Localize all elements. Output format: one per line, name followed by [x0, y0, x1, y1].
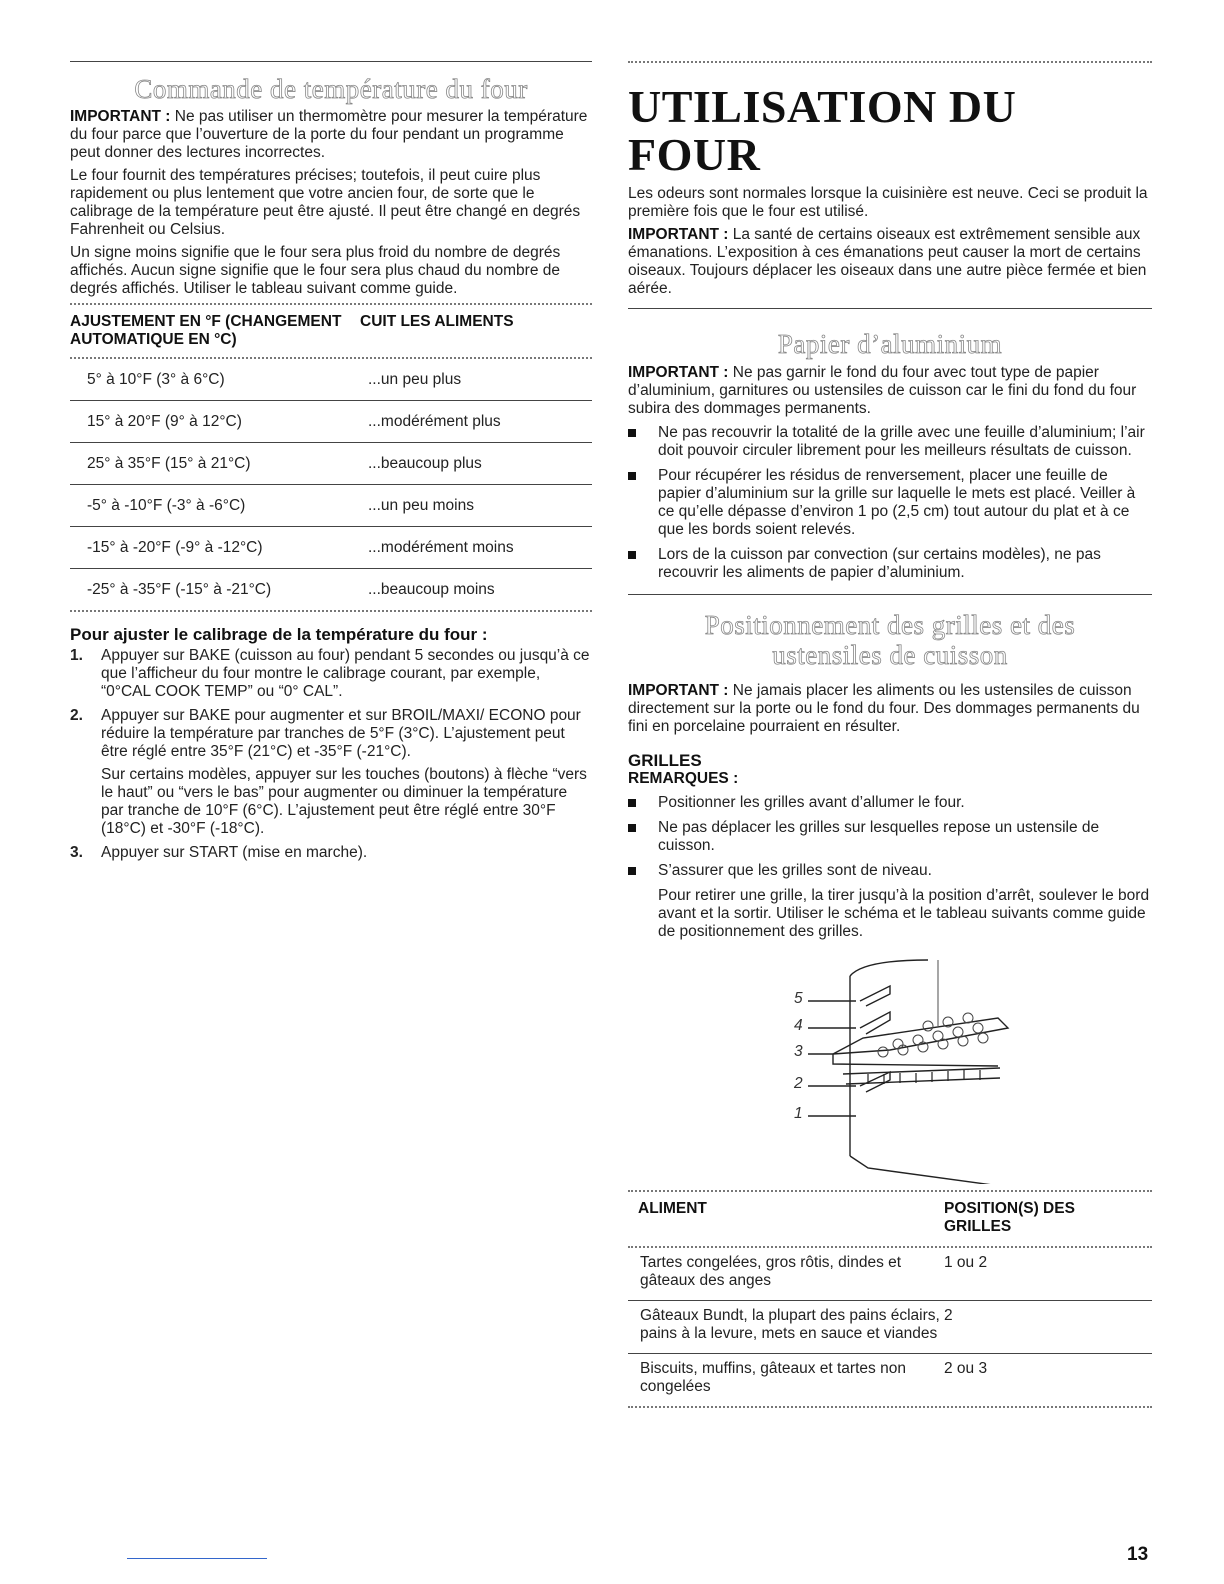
adjust-steps-list — [70, 647, 592, 862]
list-item — [628, 794, 1152, 812]
list-item — [70, 844, 592, 862]
square-bullet-icon — [628, 429, 636, 437]
step-text: Appuyer sur BAKE pour augmenter et sur BROIL/MAXI/ ECONO pour réduire la température par tranches de 5°F (3°C). L’ajustement peut être réglé entre 35°F (21°C) et -35°F (-21°C). — [101, 707, 581, 760]
list-item — [628, 424, 1152, 460]
square-bullet-icon — [628, 867, 636, 875]
col-cooks: CUIT LES ALIMENTS — [360, 313, 514, 330]
adjustment-cell: 15° à 20°F (9° à 12°C) — [87, 412, 242, 430]
rack-table-body — [628, 1248, 1152, 1406]
foil-important: IMPORTANT : Ne pas garnir le fond du four avec tout type de papier d’aluminium, garnitures ou ustensiles de cuisson car le fini du fond du four subira des dommages permanents. — [628, 364, 1137, 417]
adjustment-cell: -5° à -10°F (-3° à -6°C) — [87, 496, 246, 514]
heading-rule — [70, 61, 592, 62]
square-bullet-icon — [628, 551, 636, 559]
rack-removal-para: Pour retirer une grille, la tirer jusqu’à la position d’arrêt, soulever le bord avant et la sortir. Utiliser le schéma et le tableau suivants comme guide de positionnement des grilles. — [658, 887, 1150, 940]
adjustment-cell: 5° à 10°F (3° à 6°C) — [87, 370, 225, 388]
table-row — [628, 1301, 1152, 1354]
position-important: IMPORTANT : Ne jamais placer les aliments ou les ustensiles de cuisson directement sur la porte ou le fond du four. Des dommages permanents du fini en porcelaine pourraient en résulter. — [628, 682, 1140, 735]
cooks-cell: ...un peu moins — [368, 496, 474, 514]
step-number: 1. — [70, 647, 83, 664]
adjustment-cell: 25° à 35°F (15° à 21°C) — [87, 454, 251, 472]
rack-label-4: 4 — [794, 1017, 803, 1034]
rack-position-cell: 2 ou 3 — [944, 1360, 988, 1377]
important-birds: IMPORTANT : La santé de certains oiseaux est extrêmement sensible aux émanations. L’exposition à ces émanations peut causer la mort de certains oiseaux. Toujours déplacer les oiseaux dans une autre pièce fermée et bien aérée. — [628, 226, 1147, 297]
adjust-calibration-heading: Pour ajuster le calibrage de la température du four : — [70, 625, 488, 644]
foil-bullet-list — [628, 424, 1152, 582]
square-bullet-icon — [628, 799, 636, 807]
bullet-text: Pour récupérer les résidus de renversement, placer une feuille de papier d’aluminium sur la grille sur laquelle le mets est placé. Veiller à ce qu’elle dépasse d’environ 1 po (2,5 cm) tout autour du plat et à ce que les bords soient relevés. — [658, 467, 1136, 538]
intro-para: Les odeurs sont normales lorsque la cuisinière est neuve. Ceci se produit la première fois que le four est utilisé. — [628, 185, 1148, 220]
col-rack-position: POSITION(S) DES GRILLES — [944, 1200, 1075, 1235]
cooks-cell: ...beaucoup plus — [368, 454, 482, 472]
col-adjustment: AJUSTEMENT EN °F (CHANGEMENT AUTOMATIQUE EN °C) — [70, 313, 342, 348]
col-food: ALIMENT — [638, 1200, 707, 1217]
table-row — [628, 1354, 1152, 1406]
table-row — [70, 359, 592, 401]
bullet-text: Ne pas déplacer les grilles sur lesquelles repose un ustensile de cuisson. — [658, 819, 1100, 854]
list-item — [70, 707, 592, 838]
cooks-cell: ...modérément moins — [368, 538, 514, 556]
rack-positioning-heading-line2: ustensiles de cuisson — [772, 640, 1008, 670]
page-number: 13 — [1127, 1544, 1149, 1565]
step-text: Appuyer sur BAKE (cuisson au four) pendant 5 secondes ou jusqu’à ce que l’afficheur du four montre le calibrage courant, par exemple, “0°CAL COOK TEMP” ou “0° CAL”. — [101, 647, 590, 700]
table-row — [70, 485, 592, 527]
table-bottom-rule — [70, 610, 592, 612]
adjustment-cell: -25° à -35°F (-15° à -21°C) — [87, 580, 272, 598]
cooks-cell: ...beaucoup moins — [368, 580, 495, 598]
list-item — [628, 546, 1152, 582]
table-row — [70, 527, 592, 569]
page-title: UTILISATION DU FOUR — [628, 81, 1017, 180]
list-item — [628, 862, 1152, 880]
rack-bullet-list — [628, 794, 1152, 880]
aluminum-foil-heading: Papier d’aluminium — [777, 329, 1003, 359]
table-top-rule — [70, 303, 592, 305]
step-number: 3. — [70, 844, 83, 861]
calibration-para: Le four fournit des températures précises; toutefois, il peut cuire plus rapidement ou plus lentement que votre ancien four, de sorte que le calibrage de la température peut être ajusté. Il peut être changé en degrés Fahrenheit ou Celsius. — [70, 167, 581, 238]
list-item — [70, 647, 592, 701]
footer-line — [127, 1558, 267, 1559]
oven-rack-illustration — [628, 946, 1152, 1184]
bullet-text: S’assurer que les grilles sont de niveau. — [658, 862, 932, 879]
minus-sign-para: Un signe moins signifie que le four sera plus froid du nombre de degrés affichés. Aucun signe signifie que le four sera plus chaud du nombre de degrés affichés. Utiliser le tableau suivant comme guide. — [70, 244, 561, 297]
right-column — [628, 0, 1152, 1408]
table-row — [70, 569, 592, 610]
important-thermometer: IMPORTANT : Ne pas utiliser un thermomètre pour mesurer la température du four parce que l’ouverture de la porte du four pendant un programme peut donner des lectures incorrectes. — [70, 108, 588, 161]
rack-label-2: 2 — [794, 1075, 803, 1092]
rack-label-5: 5 — [794, 990, 803, 1007]
calibration-table-header — [70, 313, 592, 349]
racks-heading: GRILLES — [628, 751, 702, 770]
list-item — [628, 467, 1152, 539]
table-row — [70, 401, 592, 443]
rack-label-3: 3 — [794, 1043, 803, 1060]
calibration-table-body — [70, 359, 592, 610]
bullet-text: Lors de la cuisson par convection (sur certains modèles), ne pas recouvrir les aliments de papier d’aluminium. — [658, 546, 1101, 581]
food-cell: Gâteaux Bundt, la plupart des pains éclairs, pains à la levure, mets en sauce et viandes — [640, 1307, 940, 1342]
rack-label-1: 1 — [794, 1105, 803, 1122]
oven-rack-diagram — [628, 946, 1152, 1184]
food-cell: Biscuits, muffins, gâteaux et tartes non congelées — [640, 1360, 906, 1395]
table-row — [70, 443, 592, 485]
rack-table-header — [628, 1200, 1152, 1236]
step-number: 2. — [70, 707, 83, 724]
bullet-text: Positionner les grilles avant d’allumer le four. — [658, 794, 965, 811]
bullet-text: Ne pas recouvrir la totalité de la grille avec une feuille d’aluminium; l’air doit pouvoir circuler librement pour les meilleurs résultats de cuisson. — [658, 424, 1145, 459]
square-bullet-icon — [628, 824, 636, 832]
rack-position-cell: 1 ou 2 — [944, 1254, 988, 1271]
cooks-cell: ...modérément plus — [368, 412, 501, 430]
food-cell: Tartes congelées, gros rôtis, dindes et gâteaux des anges — [640, 1254, 902, 1289]
step-text: Appuyer sur START (mise en marche). — [101, 844, 368, 861]
table-row — [628, 1248, 1152, 1301]
step-extra-text: Sur certains modèles, appuyer sur les touches (boutons) à flèche “vers le haut” ou “vers le bas” pour augmenter ou diminuer la température par tranche de 10°F (6°C). L’ajustement peut être réglé entre 30°F (18°C) et -30°F (-18°C). — [101, 766, 587, 837]
cooks-cell: ...un peu plus — [368, 370, 462, 388]
list-item — [628, 819, 1152, 855]
rack-positioning-heading-line1: Positionnement des grilles et des — [704, 610, 1076, 640]
rack-position-cell: 2 — [944, 1307, 953, 1324]
adjustment-cell: -15° à -20°F (-9° à -12°C) — [87, 538, 263, 556]
temperature-control-heading: Commande de température du four — [134, 74, 528, 104]
remarks-heading: REMARQUES : — [628, 770, 739, 787]
square-bullet-icon — [628, 472, 636, 480]
left-column — [70, 0, 592, 868]
